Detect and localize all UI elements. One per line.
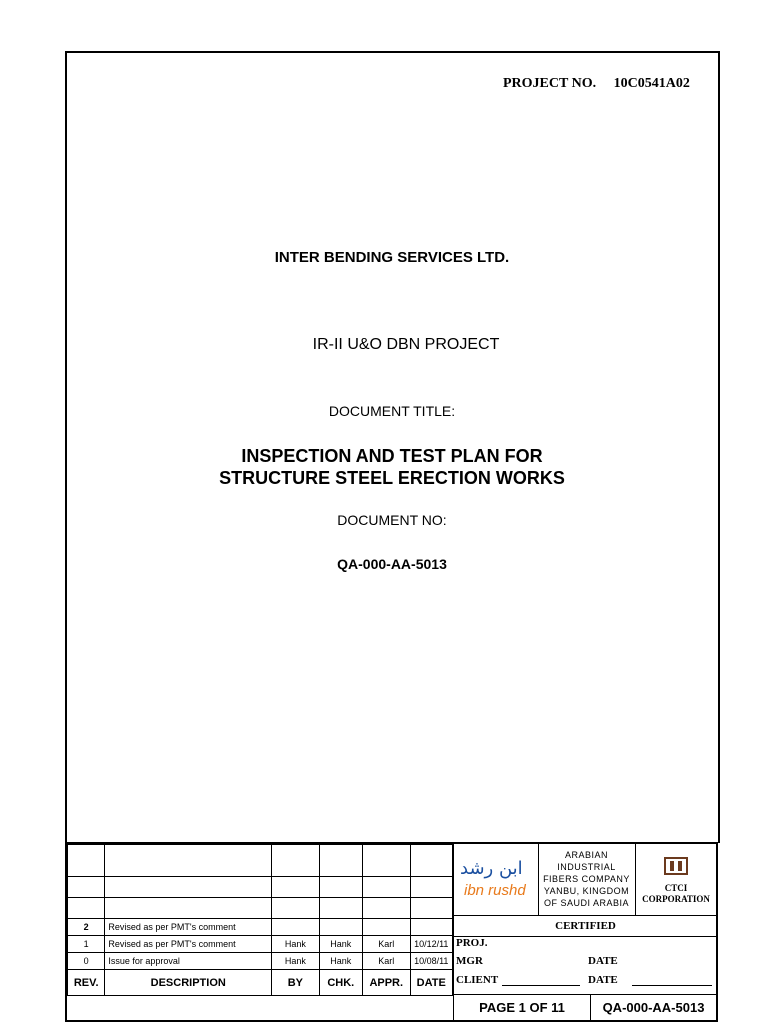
description-cell: Revised as per PMT's comment (105, 936, 272, 953)
rev-cell: 1 (68, 936, 105, 953)
by-header: BY (272, 970, 319, 996)
document-title (66, 445, 718, 489)
client-line: ARABIAN (564, 850, 608, 860)
logo-arabic-text: ابن رشد (460, 858, 523, 879)
appr-cell: Karl (363, 936, 410, 953)
rev-header: REV. (68, 970, 105, 996)
certified-label: CERTIFIED (454, 915, 717, 937)
revision-table (67, 844, 453, 996)
client-line: YANBU, KINGDOM (543, 886, 630, 896)
document-no: QA-000-AA-5013 (337, 556, 447, 572)
chk-cell: Hank (319, 953, 362, 970)
by-cell: Hank (272, 953, 319, 970)
proj-label: PROJ. (456, 937, 488, 949)
date-label-2: DATE (588, 974, 618, 986)
company-name: INTER BENDING SERVICES LTD. (274, 249, 510, 266)
date-header: DATE (410, 970, 453, 996)
ctci-corporation: CORPORATION (642, 894, 710, 904)
table-row (68, 936, 453, 953)
appr-header: APPR. (363, 970, 410, 996)
client-company-info (538, 844, 636, 915)
date-cell: 10/08/11 (410, 953, 453, 970)
project-no-label: PROJECT NO. (503, 76, 597, 91)
by-cell (272, 919, 319, 936)
project-name: IR-II U&O DBN PROJECT (312, 336, 500, 353)
document-title-label: DOCUMENT TITLE: (328, 403, 456, 419)
appr-cell (363, 919, 410, 936)
rev-cell: 0 (68, 953, 105, 970)
chk-cell (319, 919, 362, 936)
document-title-line-1: INSPECTION AND TEST PLAN FOR (241, 446, 543, 466)
ibn-rushd-logo (454, 844, 539, 915)
ctci-name: CTCI (664, 883, 688, 893)
page-number: PAGE 1 OF 11 (454, 994, 591, 1021)
client-line: FIBERS COMPANY (543, 874, 630, 884)
date-cell: 10/12/11 (410, 936, 453, 953)
logo-latin-text: ibn rushd (464, 882, 526, 899)
ctci-emblem-icon (663, 856, 689, 876)
description-header: DESCRIPTION (105, 970, 272, 996)
chk-cell: Hank (319, 936, 362, 953)
client-line: OF SAUDI ARABIA (543, 898, 630, 908)
document-no-label: DOCUMENT NO: (337, 512, 447, 528)
date-signature-line (632, 976, 712, 986)
approval-panel (453, 844, 717, 1020)
title-block-document-no: QA-000-AA-5013 (590, 994, 717, 1021)
by-cell: Hank (272, 936, 319, 953)
appr-cell: Karl (363, 953, 410, 970)
rev-cell: 2 (68, 919, 105, 936)
project-no-value: 10C0541A02 (613, 76, 690, 91)
document-title-line-2: STRUCTURE STEEL ERECTION WORKS (219, 468, 565, 488)
description-cell: Issue for approval (105, 953, 272, 970)
client-signature-line (502, 976, 580, 986)
chk-header: CHK. (319, 970, 362, 996)
table-header-row (68, 970, 453, 996)
mgr-label: MGR (456, 955, 483, 967)
table-row (68, 919, 453, 936)
date-cell (410, 919, 453, 936)
table-row (68, 953, 453, 970)
description-cell: Revised as per PMT's comment (105, 919, 272, 936)
title-block (65, 842, 718, 1022)
client-line: INDUSTRIAL (557, 862, 616, 872)
client-label: CLIENT (456, 974, 499, 986)
project-number (503, 76, 690, 92)
ctci-logo-box (635, 844, 717, 915)
date-label-1: DATE (588, 955, 618, 967)
